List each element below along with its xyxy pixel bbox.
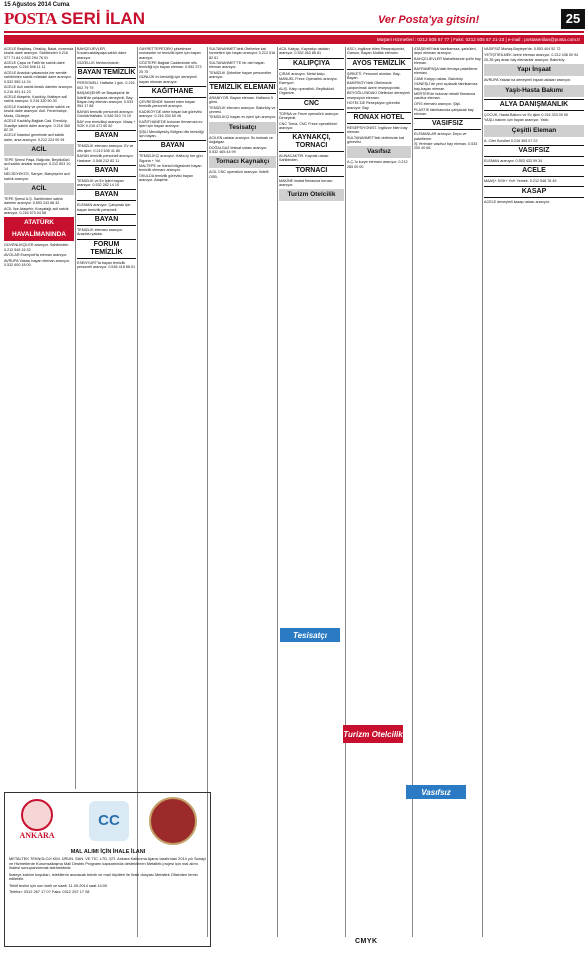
classified-ad: TEMİZLİK elemanı aranıyor. Anadolu yakası. bbox=[77, 228, 124, 237]
classified-ad: DOĞALGAZ tesisat ustası aranıyor. 0.532 465 44 99 bbox=[209, 145, 268, 154]
section-header: TORNACI bbox=[279, 165, 344, 177]
classified-ad: ALINACAKTIR. Kaynak ustası. Sahibinden. bbox=[279, 154, 330, 163]
classified-ad: PERSONELİ. Haftada 1 gün. 0.216 502 79 79 bbox=[77, 81, 135, 90]
category-header: ACİL bbox=[4, 183, 74, 195]
section-header: VASIFSIZ bbox=[414, 118, 481, 130]
category-header: Yaşlı-Hasta Bakımı bbox=[484, 85, 584, 97]
section-header: BAYAN bbox=[77, 189, 136, 201]
section-header: BAYAN bbox=[139, 140, 206, 152]
column-divider bbox=[412, 47, 413, 937]
classified-ad: ACELE Çapa ve Fatih'de satılık daire aranıyor. 0.216 546 11 11 bbox=[4, 61, 65, 70]
logo-posta-text: POSTA bbox=[4, 9, 57, 28]
classified-column bbox=[77, 47, 136, 789]
posta-logo bbox=[4, 11, 145, 27]
classified-ad: SULTANAHMET'TE bir otel bayan eleman aranıyor. bbox=[209, 61, 265, 70]
classified-ad: ALIŞ. Kalıp operatörü. Beylikdüzü Organize. bbox=[279, 87, 335, 96]
page-number: 25 bbox=[561, 9, 585, 29]
ad-logos bbox=[9, 797, 207, 847]
classified-ad: GÜNEŞLİ'de yeni açılacak fabrikamıza bay-bayan eleman. bbox=[414, 82, 478, 91]
classified-ad: TEMİZLİK ve Ev İşleri bayan aranıyor. 0.532 282 14 10 bbox=[77, 178, 124, 188]
classified-ad: BAYAN temizlik personeli aranıyor. Günlük/Haftalık. 0.546 510 74 19 bbox=[77, 109, 134, 119]
section-header: BAYAN TEMİZLİK bbox=[77, 67, 136, 79]
classified-ad: YAŞLI bakımı için bayan aranıyor. Yatılı. bbox=[484, 118, 550, 123]
classified-ad: ELEMANLAR aranıyor. Depo ve paketleme. bbox=[414, 132, 467, 141]
cmyk-marks: CMYK bbox=[355, 938, 378, 945]
ankara-emblem-icon bbox=[21, 799, 53, 831]
classified-ad: ŞİRKETİ. Personel alımları. Bay-Bayan. bbox=[347, 71, 401, 80]
classified-ad: AVRUPA Yakası bayan eleman aranıyor. 0.532 600 18 00 bbox=[4, 258, 70, 268]
date-label: 15 Ağustos 2014 Cuma bbox=[4, 2, 70, 8]
mal-alim-ad bbox=[4, 792, 211, 947]
classified-ad: BAY eve temizlikçi aranıyor. Maaş + SGK 0.216 471 60 82 bbox=[77, 119, 136, 129]
section-header: KAYNAKÇI, TORNACI bbox=[279, 132, 344, 152]
classified-ad: GÜVENLİKÇİLER aranıyor. Sahibinden. 0.212 545 16 32 bbox=[4, 243, 70, 252]
classified-ad: YETİŞTİRİLMEK üzere eleman aranıyor. 0.212 438 00 94 bbox=[484, 52, 579, 57]
classified-ad: GÜZELLİK Merkezimizde. bbox=[77, 61, 120, 66]
tesisatci-banner: Tesisatçı bbox=[280, 628, 340, 642]
classified-ad: TORNA ve Freze operatörü aranıyor. Deneyimli. bbox=[279, 111, 340, 120]
category-header: Tornacı Kaynakçı bbox=[209, 156, 276, 168]
classified-ad: OFİS elemanı aranıyor. Şişli. bbox=[414, 102, 461, 107]
classified-ad: BAŞAKŞEHİR ve Başakşehir ile İkitelli'de çalışacak deneyimli, Bay-Bayan bay eleman aranıyor. 0.533 954 17 88 bbox=[77, 91, 134, 109]
category-header: Çeşitli Eleman bbox=[484, 125, 584, 137]
highlight-header: ATATÜRK HAVALİMANINDA bbox=[4, 217, 74, 241]
section-header: FORUM TEMİZLİK bbox=[77, 239, 136, 259]
column-divider bbox=[345, 47, 346, 937]
classified-ad: ASCI, İngilizce bilen Resepsiyonist, Garson, Bayan Mutfak elemanı. bbox=[347, 47, 405, 56]
section-header: KASAP bbox=[484, 186, 584, 198]
category-header: Yapı İnşaat bbox=[484, 64, 584, 76]
classified-ad: ATAŞEHİR'deki fabrikamıza, şarküteri, depo elemanı aranıyor. bbox=[414, 47, 477, 56]
classified-ad: AVRUPA Yakası'na deneyimli inşaat ustaları aranıyor. bbox=[484, 78, 572, 83]
ad-title: MAL ALIMI İÇİN İHALE İLANI bbox=[70, 849, 146, 855]
section-header: RONAX HOTEL bbox=[347, 112, 411, 124]
section-header: ALYA DANIŞMANLIK bbox=[484, 99, 584, 111]
classified-ad: ARANIYOR. Bayan eleman. Haftanın 5 günü. bbox=[209, 95, 273, 104]
classified-ad: BAYAN temizlik personeli aranıyor. Hastane. 0.548 212 82 11 bbox=[77, 154, 134, 163]
classified-column bbox=[209, 47, 276, 937]
classified-ad: GÜNLÜK ev temizliği için deneyimli bayan eleman aranıyor. bbox=[139, 75, 197, 84]
classified-ad: ACİL İlçe Ataşehir, Kozyatağı acil satılık aranıyor. 0.216 573 04 58 bbox=[4, 206, 69, 215]
classified-ad: NECİDİYEKÖY, Sarıyer, Bahçeşehir acil satılık aranıyor. bbox=[4, 172, 70, 181]
classified-ad: TEMİZLİK Şirketine bayan personeller aranıyor. bbox=[209, 71, 272, 80]
classified-ad: TEMİZLİK elemanı aranıyor. Ev ve ofis işleri. 0.212 635 41 80 bbox=[77, 144, 134, 153]
category-header: ACİL bbox=[4, 144, 74, 156]
classified-ad: İŞ Yerimize vasıfsız bay eleman. 0.533 200 40 66 bbox=[414, 142, 478, 151]
classified-ad: MAKİNE imalat firmasına tornacı aranıyor. bbox=[279, 178, 333, 188]
classified-ad: TEMİZLİKÇİ aranıyor. Hafta içi her gün. Sigorta + Yol. bbox=[139, 154, 204, 163]
section-header: BAYAN bbox=[77, 165, 136, 177]
classified-ad: RESEPSİYONİST. İngilizce bilen bay eleman. bbox=[347, 125, 408, 135]
classified-ad: VASIFSIZ Mortaş Baytepe'de. 0.553 404 52 72 bbox=[484, 47, 561, 51]
section-header: BAYAN bbox=[77, 214, 136, 226]
classified-ad: KAĞITHANE'DE bulunan firmamıza ev işleri için bayan aranıyor. bbox=[139, 119, 203, 129]
classified-ad: ESENYURT'ta bayan temizlik personeli aranıyor. 0.546 418 88 01 bbox=[77, 260, 136, 269]
category-header: Vasıfsız bbox=[347, 146, 411, 158]
classified-ad: BAHÇELİEVLER Mahallesinde şoför bay eleman. bbox=[414, 56, 481, 66]
classified-ad: A.Ç.'lu kurye elemanı aranıyor. 0.212 285 00 00 bbox=[347, 160, 408, 169]
classified-ad: ACELE Anadolu yakasında her semtte sahibinden satılık müstakil daire aranıyor. 0.532 555 14 24 bbox=[4, 71, 72, 84]
category-header: Turizm Otelcilik bbox=[279, 189, 344, 201]
classified-ad: ŞİŞLİ Mecidiyeköy Bölgesi ofis temizliği için bayan. bbox=[139, 129, 204, 138]
category-header: Tesisatçı bbox=[209, 122, 276, 134]
classified-column bbox=[279, 47, 344, 937]
section-header: AYOS TEMİZLİK bbox=[347, 58, 411, 70]
classified-ad: ACELE Kadıköy ve çevresinde satılık ve kiralık daire aranıyor. Acil. Fenerbahçe, Moda, Göztepe. bbox=[4, 105, 70, 118]
classified-ad: KADIKÖY'DE otele bayan kat görevlisi aranıyor. 0.216 330 50 46 bbox=[139, 109, 202, 119]
classified-ad: MERTER'de bulunan tekstil firmasına vasıfsız eleman. bbox=[414, 92, 476, 101]
classified-ad: TEPE Şemsi Paşa, Bağcılar, Beylikdüzü acil satılık arsalar aranıyor. 0.212 603 10 14 bbox=[4, 158, 71, 171]
classified-column bbox=[347, 47, 411, 937]
vasifsiz-banner: Vasıfsız bbox=[406, 785, 466, 799]
classified-ad: PLASTİK fabrikasında çalışacak bay eleman. bbox=[414, 107, 474, 116]
classified-ad: CNC Torna, CNC Freze operatörleri aranıyor. bbox=[279, 121, 338, 130]
classified-ad: TEMİZLİK elemanı aranıyor. Bakırköy ve çevresi. bbox=[209, 105, 276, 114]
classified-ad: A. Ciler Bordirei 0.216 365 07 22 bbox=[484, 138, 538, 143]
classified-ad: OKULDA temizlik görevlisi bayan aranıyor. Ataşehir. bbox=[139, 174, 193, 183]
classified-ad: ACELE İstanbul genelinde acil satılık daire, arsa aranıyor. 0.212 224 00 94 bbox=[4, 133, 65, 142]
classified-ad: ÇEVRESİNDE ikamet eden bayan temizlik personeli aranıyor. bbox=[139, 99, 196, 109]
ad-paragraph: METALTEK TEKNOLOJİ KİM. ÜRÜN. SAN. VE TİC. LTD. ŞTİ. Ankara Kalkınma Ajansı tarafından 2014 yılı Sanayi ve Hizmetlerde Kurumsallaşma Mali Destek Programı kapsamında desteklenen Metaltek projesi için mal alımı ihalesi sonuçlandırmak istemektedir. bbox=[9, 856, 206, 871]
classified-ad: ACELE Ataşehir, Kadıköy, Maltepe acil satılık aranıyor. 0.216 330 50 30 bbox=[4, 95, 68, 104]
logo-seri-ilan-text: SERİ İLAN bbox=[60, 9, 145, 28]
classified-ad: ELEMAN aranıyor. 0.553 433 09 34 bbox=[484, 158, 543, 163]
classified-ad: 20-35 yaş arası bay elemanlar aranıyor. Bakırköy. bbox=[484, 58, 566, 63]
column-divider bbox=[277, 47, 278, 937]
section-header: KALIPÇIYA bbox=[279, 58, 344, 70]
ankara-logo-text: ANKARA bbox=[19, 831, 55, 840]
classified-ad: HOTEL'DE Resepsiyon görevlisi aranıyor. Bay. bbox=[347, 101, 400, 110]
classified-column bbox=[484, 47, 584, 937]
slogan: Ver Posta'ya gitsin! bbox=[378, 14, 480, 26]
ad-paragraph: İhaleye katılım koşulları, isteklilerin aranacak teknik ve mali ölçütleri ile ihale dosyası Metaltek Ofisinden temin edilebilir. bbox=[9, 871, 198, 882]
ad-paragraph: Teklif teslim için son tarih ve saati: 11.09.2014 saat 14:00 bbox=[9, 882, 108, 888]
republic-seal-icon bbox=[149, 797, 197, 845]
section-header: TEMİZLİK ELEMANI bbox=[209, 82, 276, 94]
column-divider bbox=[482, 47, 483, 937]
header-rule bbox=[4, 31, 584, 33]
classified-ad: TEPE Şemsi A.Ş. Sahibinden satılık daireler aranıyor. 0.553 243 68 42 bbox=[4, 196, 63, 206]
section-header: CNC bbox=[279, 98, 344, 110]
classified-ad: ACELE Kadıköy-Bağdat Cad. Erenköy, Suadiye satılık daire aranıyor. 0.216 360 82 20 bbox=[4, 119, 71, 132]
classified-ad: ACELE Acil satılık kiralık daireler aranıyor. 0.216 491 41 23 bbox=[4, 85, 73, 94]
section-header: VASIFSIZ bbox=[484, 145, 584, 157]
classified-ad: BEYOĞLU'NDAKİ Otelimize deneyimli resepsiyon elemanı. bbox=[347, 91, 410, 100]
classified-ad: MALTEPE ve Kartal bölgesinde bayan temizlik elemanı aranıyor. bbox=[139, 164, 202, 173]
turizm-banner: Turizm Otelcilik bbox=[343, 725, 403, 743]
classified-ad: AVCILAR Esenyurt'ta eleman aranıyor. bbox=[4, 253, 68, 258]
classified-ad: ACELE deneyimli kasap ustası aranıyor. bbox=[484, 199, 550, 204]
classified-ad: TEMİZLİKÇİ bayan ev işleri için aranıyor. bbox=[209, 115, 276, 120]
classified-ad: MANUEL Freze Operatörü aranıyor. Esenyurt. bbox=[279, 77, 338, 86]
classified-ad: ACİLEN ustalar aranıyor. Su tesisatı ve doğalgaz. bbox=[209, 135, 273, 145]
classified-column bbox=[414, 47, 481, 937]
classified-ad: ÇIRAK aranıyor. Metal kalıp. bbox=[279, 71, 326, 76]
section-header: KAĞITHANE bbox=[139, 86, 206, 98]
section-header: BAYAN bbox=[77, 130, 136, 142]
classified-ad: ACİL CNC operatörü aranıyor. İkitelli OSB. bbox=[209, 170, 269, 179]
section-header: ACELE bbox=[484, 165, 584, 177]
column-divider bbox=[75, 47, 76, 789]
ad-paragraph: Telefon: 0312 267 17 07 Faks: 0312 267 17 08 bbox=[9, 888, 90, 894]
classified-ad: SULTANAHMET'teki otelimizde kat görevlisi. bbox=[347, 135, 404, 145]
classified-ad: BAKIRKÖY'deki Otelimizde çalıştırılmak üzere resepsiyonist. bbox=[347, 81, 401, 90]
classified-ad: ACIL Kalıpçı, Kaynakçı ustaları aranıyor. 0.532 463 86 81 bbox=[279, 47, 330, 56]
cc-logo: CC bbox=[89, 801, 129, 841]
classified-ad: BAHÇELİEVLER, Kocamustafapaşa satılık daire aranıyor. bbox=[77, 47, 127, 60]
ankara-logo bbox=[9, 799, 65, 843]
classified-column bbox=[4, 47, 74, 789]
classified-ad: SULTANAHMET'deki Otelimize kat hizmetleri için bayan aranıyor. 0.212 516 82 61 bbox=[209, 47, 276, 60]
classified-ad: CAMİ Kalıpçı ustası. Bakırköy. bbox=[414, 76, 464, 81]
classified-ad: BAYRAMPAŞA'daki firmaya paketleme elemanı. bbox=[414, 66, 478, 76]
classified-ad: GÖZTEPE Bağdat Caddesinde ofis temizliği için bayan eleman. 0.552 373 25 75 bbox=[139, 61, 202, 74]
classified-ad: ÇOCUK, Hasta Bakımı ve Ev işleri 0.216 333 00 00 bbox=[484, 112, 569, 117]
classified-ad: ELEMAN aranıyor. Çalışmak için bayan temizlik personeli. bbox=[77, 203, 131, 212]
classified-ad: MAAŞ+ SGK+ Yol+ Yemek. 0.212 548 78 49 bbox=[484, 179, 557, 184]
info-bar: Müşteri Hizmetleri : 0212 505 67 77 | Faks: 0212 505 67 21-23 | e-mail : postaseriilan@posta.com.tr bbox=[4, 35, 584, 44]
classified-ad: ACELE Beşiktaş, Ortaköy, Balat, civarında kiralık daire aranıyor. Sahibinden 0.216 577 71 84 0.532 294 76 01 bbox=[4, 47, 74, 60]
ad-body bbox=[9, 857, 207, 896]
classified-ad: GAYRETTEPE'DEKİ şirketimize muhasebe ve temizlik işleri için bayan aranıyor. bbox=[139, 47, 201, 60]
